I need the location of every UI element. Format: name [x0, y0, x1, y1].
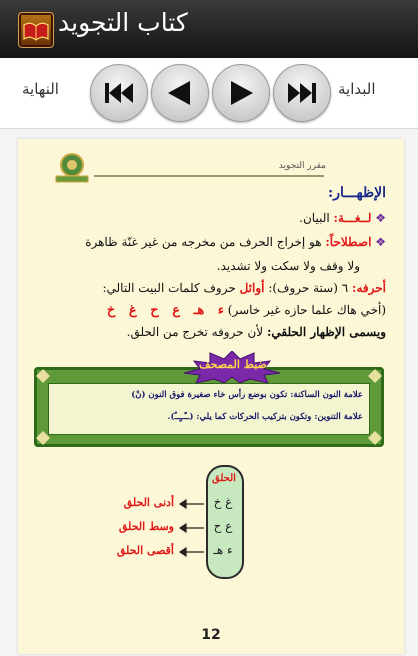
ahruf-rest: حروف كلمات البيت التالي: [102, 281, 236, 295]
naming-rest: لأن حروفه تخرج من الحلق. [126, 325, 264, 339]
previous-page-button[interactable] [212, 64, 270, 122]
istilah-term: اصطلاحاً: [325, 235, 372, 249]
letter: خ [106, 303, 116, 318]
throat-label-upper: أدنى الحلق [123, 496, 174, 509]
next-page-button[interactable] [151, 64, 209, 122]
ornament-emblem-icon [52, 151, 92, 185]
throat-label-lower: أقصى الحلق [116, 544, 174, 557]
lugha-value: البيان. [299, 211, 330, 225]
rasm-box [48, 383, 370, 435]
box-title: ضبط المصحف [199, 358, 267, 371]
skip-to-start-icon [274, 65, 330, 121]
letter: هـ [193, 303, 205, 318]
box-line-2: علامة التنوين: وتكون بتركيب الحركات كما يلي: (ــًــٍــٌ). [167, 412, 363, 422]
skip-to-end-icon [91, 65, 147, 121]
play-right-icon [213, 65, 269, 121]
ahruf-line [102, 281, 386, 295]
lugha-term: لــغـــة: [333, 211, 372, 225]
app-book-icon [18, 12, 54, 48]
last-page-button[interactable] [90, 64, 148, 122]
letter: ء [217, 303, 224, 318]
diamond-bullet-icon: ❖ [375, 211, 386, 225]
letter: ع [172, 303, 180, 318]
awail-word: أوائل [239, 281, 265, 295]
naming-line [127, 325, 386, 339]
page-navigation-bar [0, 58, 418, 129]
ahruf-count: ٦ (ستة حروف): [268, 281, 349, 295]
istilah-value-1: هو إخراج الحرف من مخرجه من غير غنّة ظاهرة [85, 235, 322, 249]
section-heading: الإظهـــار: [328, 185, 386, 201]
throat-letters-middle: ع ح [213, 519, 233, 533]
start-label: البداية [338, 80, 376, 98]
throat-label-middle: وسط الحلق [118, 520, 174, 533]
page-number: 12 [201, 627, 221, 643]
throat-letters-lower: ء هـ [213, 543, 233, 557]
book-page [18, 139, 404, 654]
throat-title: الحلق [212, 473, 236, 484]
header-rule [94, 175, 324, 177]
box-line-1: علامة النون الساكنة: تكون بوضع رأس خاء صغيرة فوق النون (نْ) [131, 390, 363, 400]
first-page-button[interactable] [273, 64, 331, 122]
verse-line [107, 303, 386, 318]
corner-ornament-icon [368, 431, 382, 445]
naming-bold: ويسمى الإظهار الحلقي: [266, 325, 386, 339]
corner-ornament-icon [368, 369, 382, 383]
letter: غ [128, 303, 137, 318]
play-left-icon [152, 65, 208, 121]
end-label: النهاية [22, 80, 59, 98]
verse-text: (أخي هاك علما حازه غير خاسر) [227, 303, 386, 317]
diamond-bullet-icon: ❖ [375, 235, 386, 249]
letter: ح [150, 303, 159, 318]
arrows-icon [178, 495, 208, 565]
throat-letters-upper: غ خ [213, 495, 233, 509]
header-caption: مقرر التجويد [278, 161, 326, 171]
title-bar [0, 0, 418, 58]
book-page-area[interactable] [0, 129, 418, 656]
app-title: كتاب التجويد [58, 8, 188, 37]
throat-letters [107, 303, 224, 318]
istilah-value-2: ولا وقف ولا سكت ولا تشديد. [216, 259, 360, 273]
istilah-line [85, 235, 386, 249]
lugha-line [299, 211, 386, 225]
ahruf-label: أحرفه: [352, 281, 386, 295]
corner-ornament-icon [36, 369, 50, 383]
